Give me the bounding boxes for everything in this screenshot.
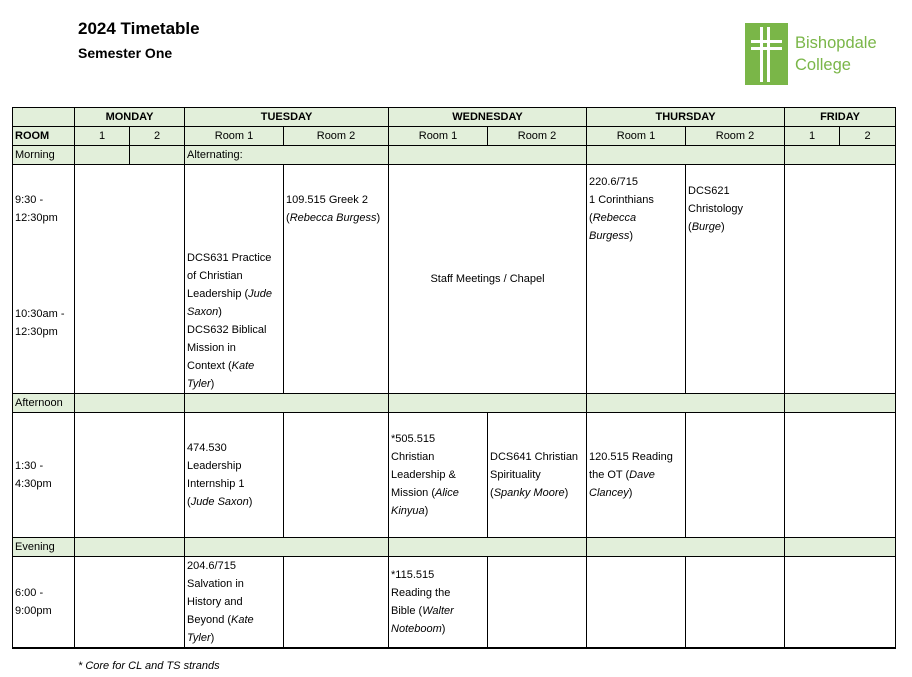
course-text: Internship 1 — [187, 478, 245, 490]
logo-line2: College — [795, 56, 851, 74]
course-text — [391, 484, 485, 502]
course-text: ) — [218, 306, 222, 318]
empty-cell — [75, 557, 185, 649]
section-cell — [75, 146, 130, 165]
room-label: ROOM — [13, 127, 75, 146]
lecturer-name: Saxon — [187, 306, 219, 318]
course-text: DCS631 Practice — [187, 252, 272, 264]
course-text — [391, 602, 485, 620]
logo-line1: Bishopdale — [795, 34, 877, 52]
course-text: ) — [721, 221, 725, 233]
time-label: 6:00 - — [15, 587, 44, 599]
course-text: 204.6/715 — [187, 560, 236, 572]
section-cell — [587, 394, 785, 413]
course-text — [286, 209, 386, 227]
course-text — [187, 493, 281, 511]
course-text — [187, 303, 281, 321]
afternoon-row — [13, 413, 896, 538]
page-subtitle: Semester One — [78, 45, 173, 61]
course-cell — [185, 165, 284, 394]
course-cell — [587, 165, 686, 394]
section-label: Evening — [13, 538, 75, 557]
course-text: ( — [688, 221, 692, 233]
course-cell — [488, 413, 587, 538]
section-cell — [75, 394, 185, 413]
section-row-evening — [13, 538, 896, 557]
course-text: ) — [564, 487, 569, 499]
course-text: ( — [286, 212, 290, 224]
time-label: 12:30pm — [15, 212, 58, 224]
day-tuesday: TUESDAY — [185, 108, 389, 127]
course-text: 1 Corinthians — [589, 194, 654, 206]
course-text: Reading the — [391, 587, 451, 599]
course-cell — [389, 557, 488, 649]
lecturer-name: Clancey — [589, 487, 629, 499]
course-text: Context ( — [187, 360, 232, 372]
course-text — [187, 375, 281, 393]
section-cell — [130, 146, 185, 165]
course-text: Salvation in — [187, 578, 244, 590]
time-label: 12:30pm — [15, 326, 58, 338]
course-text: DCS621 — [688, 185, 730, 197]
course-text: Mission ( — [391, 487, 436, 499]
time-label: 1:30 - — [15, 460, 44, 472]
day-wednesday: WEDNESDAY — [389, 108, 587, 127]
empty-cell — [587, 557, 686, 649]
college-logo — [745, 23, 877, 85]
course-text — [391, 502, 485, 520]
empty-cell — [785, 557, 896, 649]
section-cell — [785, 538, 896, 557]
room-cell: 2 — [130, 127, 185, 146]
course-text — [490, 484, 584, 502]
staff-meetings-cell: Staff Meetings / Chapel — [389, 165, 587, 394]
course-text: ) — [210, 632, 215, 644]
empty-cell — [488, 557, 587, 649]
time-label: 10:30am - — [15, 308, 65, 320]
empty-cell — [785, 165, 896, 394]
course-text: ) — [629, 230, 634, 242]
empty-cell — [686, 413, 785, 538]
empty-cell — [284, 413, 389, 538]
course-cell — [284, 165, 389, 394]
empty-cell — [785, 413, 896, 538]
lecturer-name: Jude Saxon — [190, 496, 249, 508]
section-cell — [75, 538, 185, 557]
course-text: DCS632 Biblical — [187, 324, 267, 336]
room-cell: Room 2 — [488, 127, 587, 146]
course-text: 109.515 Greek 2 — [286, 194, 368, 206]
room-cell: 1 — [785, 127, 840, 146]
empty-cell — [686, 557, 785, 649]
lecturer-name: Rebecca — [592, 212, 637, 224]
course-text: ( — [589, 212, 593, 224]
course-text: History and — [187, 596, 243, 608]
lecturer-name: Kinyua — [391, 505, 425, 517]
course-text: ) — [628, 487, 633, 499]
section-cell — [185, 394, 389, 413]
cross-icon — [745, 23, 788, 85]
section-cell — [785, 394, 896, 413]
course-text — [391, 620, 485, 638]
empty-cell — [75, 165, 185, 394]
section-row-afternoon — [13, 394, 896, 413]
day-monday: MONDAY — [75, 108, 185, 127]
course-text: Spirituality — [490, 469, 541, 481]
time-cell — [13, 557, 75, 649]
evening-row — [13, 557, 896, 649]
lecturer-name: Kate — [231, 360, 255, 372]
course-text: ) — [248, 496, 253, 508]
room-cell: Room 1 — [185, 127, 284, 146]
course-text: *115.515 — [391, 569, 435, 581]
course-text: of Christian — [187, 270, 243, 282]
lecturer-name: Tyler — [187, 378, 211, 390]
course-text: Beyond ( — [187, 614, 232, 626]
course-text: Leadership & — [391, 469, 456, 481]
course-text — [187, 611, 281, 629]
course-text — [688, 218, 782, 236]
course-text: 474.530 — [187, 442, 227, 454]
empty-cell — [75, 413, 185, 538]
course-text: 220.6/715 — [589, 176, 638, 188]
course-text: ( — [490, 487, 494, 499]
spacer — [15, 227, 72, 305]
course-text: ) — [424, 505, 429, 517]
course-text: 120.515 Reading — [589, 451, 673, 463]
empty-cell — [284, 557, 389, 649]
day-thursday: THURSDAY — [587, 108, 785, 127]
section-cell — [389, 394, 587, 413]
time-label: 9:30 - — [15, 194, 44, 206]
section-cell — [389, 538, 587, 557]
lecturer-name: Walter — [422, 605, 454, 617]
course-cell — [389, 413, 488, 538]
morning-row — [13, 165, 896, 394]
course-text — [589, 484, 683, 502]
time-cell — [13, 165, 75, 394]
section-label: Afternoon — [13, 394, 75, 413]
section-cell — [185, 538, 389, 557]
day-friday: FRIDAY — [785, 108, 896, 127]
room-cell: Room 2 — [686, 127, 785, 146]
room-cell: 1 — [75, 127, 130, 146]
lecturer-name: Kate — [231, 614, 254, 626]
time-label: 4:30pm — [15, 478, 52, 490]
course-text: Christian — [391, 451, 435, 463]
room-cell: Room 1 — [587, 127, 686, 146]
course-text — [589, 466, 683, 484]
course-text: the OT ( — [589, 469, 630, 481]
course-text: Leadership — [187, 460, 242, 472]
corner-cell — [13, 108, 75, 127]
course-text: ( — [187, 496, 191, 508]
section-cell — [785, 146, 896, 165]
footnote: * Core for CL and TS strands — [78, 660, 220, 672]
time-label: 9:00pm — [15, 605, 52, 617]
course-text: Leadership ( — [187, 288, 249, 300]
page-title: 2024 Timetable — [78, 19, 200, 38]
lecturer-name: Rebecca Burgess — [289, 212, 377, 224]
section-label: Morning — [13, 146, 75, 165]
section-cell — [389, 146, 587, 165]
room-header-row — [13, 127, 896, 146]
lecturer-name: Noteboom — [391, 623, 442, 635]
course-text: ) — [441, 623, 446, 635]
lecturer-name: Spanky Moore — [493, 487, 565, 499]
course-text — [187, 285, 281, 303]
course-text — [589, 209, 683, 227]
lecturer-name: Burgess — [589, 230, 630, 242]
course-text: Christology — [688, 203, 744, 215]
course-text: Mission in — [187, 342, 236, 354]
course-text: ) — [376, 212, 381, 224]
course-cell — [686, 165, 785, 394]
section-cell — [587, 146, 785, 165]
course-text: ) — [210, 378, 215, 390]
course-cell — [185, 413, 284, 538]
course-text: DCS641 Christian — [490, 451, 579, 463]
room-cell: Room 2 — [284, 127, 389, 146]
course-text — [187, 357, 281, 375]
course-text: Bible ( — [391, 605, 423, 617]
time-cell — [13, 413, 75, 538]
room-cell: 2 — [840, 127, 896, 146]
lecturer-name: Alice — [435, 487, 459, 499]
alternating-label: Alternating: — [185, 146, 389, 165]
lecturer-name: Tyler — [187, 632, 211, 644]
course-text — [187, 629, 281, 647]
course-cell — [185, 557, 284, 649]
course-text: *505.515 — [391, 433, 436, 445]
day-header-row — [13, 108, 896, 127]
lecturer-name: Jude — [248, 288, 273, 300]
section-row-morning — [13, 146, 896, 165]
lecturer-name: Dave — [629, 469, 655, 481]
lecturer-name: Burge — [691, 221, 722, 233]
timetable — [12, 107, 896, 649]
course-text — [589, 227, 683, 245]
room-cell: Room 1 — [389, 127, 488, 146]
section-cell — [587, 538, 785, 557]
course-cell — [587, 413, 686, 538]
